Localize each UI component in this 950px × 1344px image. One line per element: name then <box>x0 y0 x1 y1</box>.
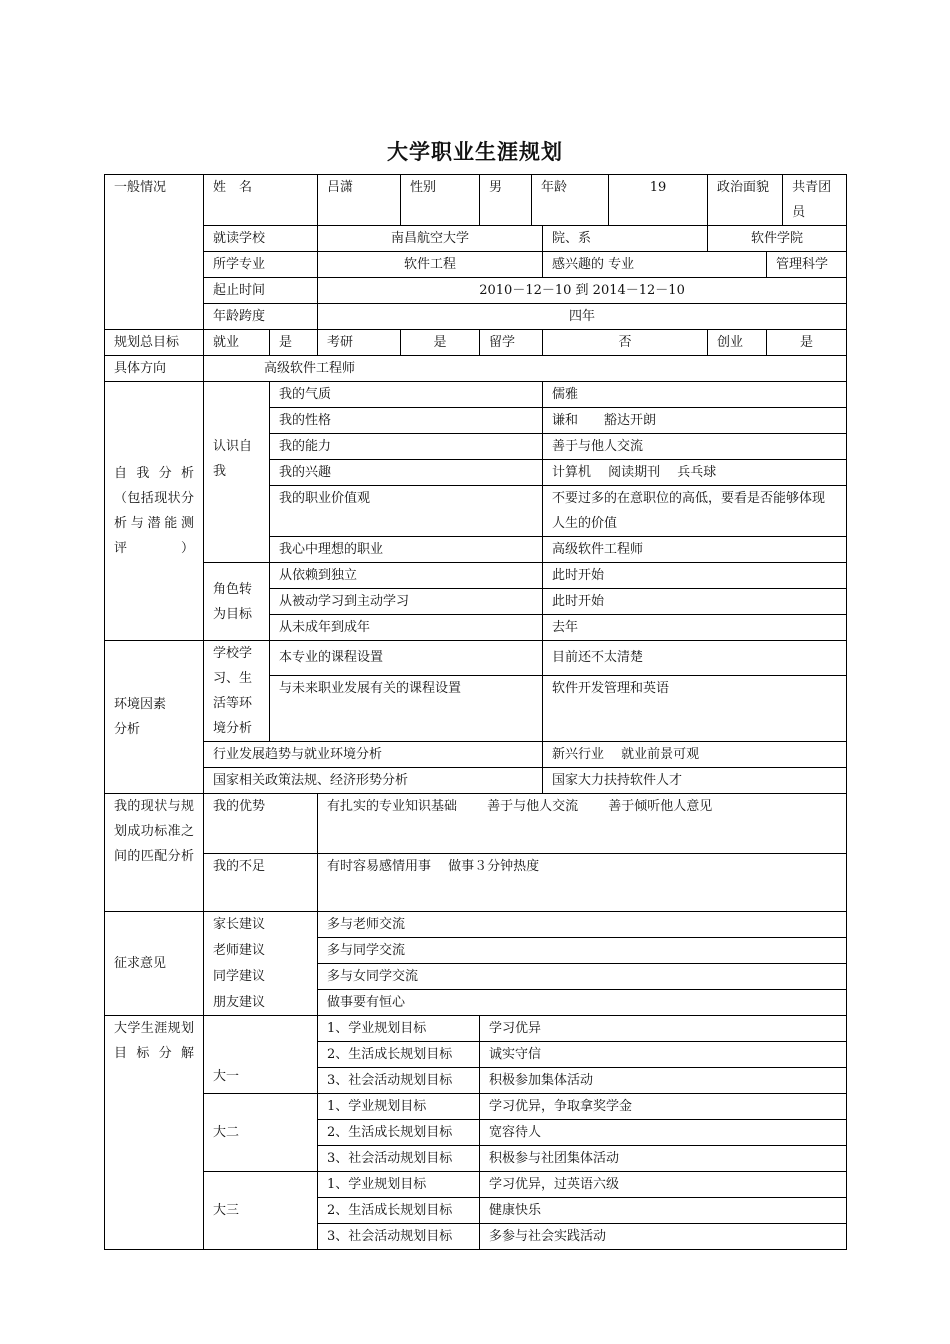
section-self-analysis: 自 我 分 析（包括现状分析与潜能测评） <box>105 382 204 641</box>
weakness-label: 我的不足 <box>204 854 318 912</box>
plan-key: 2、生活成长规划目标 <box>318 1042 480 1068</box>
age-span-label: 年龄跨度 <box>204 304 318 330</box>
section-match: 我的现状与规划成功标准之间的匹配分析 <box>105 794 204 912</box>
self-value: 谦和 豁达开朗 <box>543 408 847 434</box>
table-row <box>105 278 847 304</box>
weakness-value: 有时容易感情用事 做事３分钟热度 <box>318 854 847 912</box>
age-value: 19 <box>609 175 708 226</box>
plan-value: 健康快乐 <box>480 1198 847 1224</box>
name-label: 姓 名 <box>204 175 318 226</box>
env-value: 目前还不太清楚 <box>543 641 847 676</box>
section-goals: 规划总目标 <box>105 330 204 356</box>
goal-label: 留学 <box>480 330 543 356</box>
plan-key: 1、学业规划目标 <box>318 1172 480 1198</box>
self-value: 善于与他人交流 <box>543 434 847 460</box>
table-row <box>105 912 847 938</box>
table-row <box>105 854 847 912</box>
goal-label: 就业 <box>204 330 270 356</box>
role-key: 从依赖到独立 <box>270 563 543 589</box>
plan-key: 1、学业规划目标 <box>318 1094 480 1120</box>
self-key: 我的职业价值观 <box>270 486 543 537</box>
interest-value: 管理科学 <box>767 252 847 278</box>
name-value: 吕潇 <box>318 175 401 226</box>
role-key: 从被动学习到主动学习 <box>270 589 543 615</box>
role-value: 此时开始 <box>543 589 847 615</box>
table-row <box>105 742 847 768</box>
policy-value: 国家大力扶持软件人才 <box>543 768 847 794</box>
school-value: 南昌航空大学 <box>318 226 543 252</box>
goal-value: 是 <box>767 330 847 356</box>
goal-value: 否 <box>543 330 708 356</box>
self-key: 我的兴趣 <box>270 460 543 486</box>
table-row <box>105 938 847 964</box>
plan-value: 诚实守信 <box>480 1042 847 1068</box>
gender-label: 性别 <box>401 175 480 226</box>
career-plan-table <box>104 174 847 1250</box>
self-value: 高级软件工程师 <box>543 537 847 563</box>
env-value: 软件开发管理和英语 <box>543 675 847 741</box>
section-env <box>105 641 204 794</box>
age-label: 年龄 <box>532 175 609 226</box>
advice-key: 同学建议 <box>204 964 318 990</box>
school-env-label: 学校学习、生活等环境分析 <box>204 641 270 742</box>
table-row <box>105 356 847 382</box>
table-row <box>105 563 847 589</box>
table-row <box>105 794 847 854</box>
self-value: 不要过多的在意职位的高低，要看是否能够体现人生的价值 <box>543 486 847 537</box>
goal-value: 是 <box>401 330 480 356</box>
document-title: 大学职业生涯规划 <box>387 139 563 164</box>
role-key: 从未成年到成年 <box>270 615 543 641</box>
advantage-value: 有扎实的专业知识基础 善于与他人交流 善于倾听他人意见 <box>318 794 847 854</box>
plan-value: 积极参加集体活动 <box>480 1068 847 1094</box>
table-row <box>105 226 847 252</box>
period-value: 2010－12－10 到 2014－12－10 <box>318 278 847 304</box>
faculty-value: 软件学院 <box>708 226 847 252</box>
political-label: 政治面貌 <box>708 175 783 226</box>
interest-label: 感兴趣的 专业 <box>543 252 767 278</box>
self-value: 计算机 阅读期刊 兵乓球 <box>543 460 847 486</box>
self-key: 我的性格 <box>270 408 543 434</box>
year-label: 大二 <box>204 1094 318 1172</box>
school-label: 就读学校 <box>204 226 318 252</box>
table-row <box>105 768 847 794</box>
table-row <box>105 990 847 1016</box>
advice-key: 朋友建议 <box>204 990 318 1016</box>
year-label: 大三 <box>204 1172 318 1250</box>
role-value: 此时开始 <box>543 563 847 589</box>
gender-value: 男 <box>480 175 532 226</box>
table-row <box>105 641 847 676</box>
goal-label: 考研 <box>318 330 401 356</box>
section-general: 一般情况 <box>105 175 204 330</box>
advice-value: 做事要有恒心 <box>318 990 847 1016</box>
goal-label: 创业 <box>708 330 767 356</box>
policy-key: 国家相关政策法规、经济形势分析 <box>204 768 543 794</box>
plan-key: 2、生活成长规划目标 <box>318 1198 480 1224</box>
plan-value: 学习优异，过英语六级 <box>480 1172 847 1198</box>
plan-key: 1、学业规划目标 <box>318 1016 480 1042</box>
role-goal-label: 角色转为目标 <box>204 563 270 641</box>
plan-key: 3、社会活动规划目标 <box>318 1224 480 1250</box>
advice-value: 多与老师交流 <box>318 912 847 938</box>
table-row <box>105 964 847 990</box>
table-row <box>105 1172 847 1198</box>
direction-label: 具体方向 <box>105 356 204 382</box>
goal-value: 是 <box>270 330 318 356</box>
section-env-text: 环境因素分析 <box>114 697 167 737</box>
industry-key: 行业发展趋势与就业环境分析 <box>204 742 543 768</box>
industry-value: 新兴行业 就业前景可观 <box>543 742 847 768</box>
self-value: 儒雅 <box>543 382 847 408</box>
advantage-label: 我的优势 <box>204 794 318 854</box>
faculty-label: 院、系 <box>543 226 708 252</box>
table-row <box>105 304 847 330</box>
table-row <box>105 1016 847 1042</box>
plan-value: 学习优异 <box>480 1016 847 1042</box>
env-key: 与未来职业发展有关的课程设置 <box>270 675 543 741</box>
plan-value: 学习优异，争取拿奖学金 <box>480 1094 847 1120</box>
env-key: 本专业的课程设置 <box>270 641 543 676</box>
table-row <box>105 252 847 278</box>
political-value: 共青团员 <box>783 175 847 226</box>
plan-key: 3、社会活动规划目标 <box>318 1068 480 1094</box>
advice-key: 老师建议 <box>204 938 318 964</box>
section-plan: 大学生涯规划目标分解 <box>105 1016 204 1250</box>
major-value: 软件工程 <box>318 252 543 278</box>
period-label: 起止时间 <box>204 278 318 304</box>
table-row <box>105 330 847 356</box>
advice-key: 家长建议 <box>204 912 318 938</box>
know-self-label: 认识自我 <box>204 382 270 563</box>
self-key: 我的能力 <box>270 434 543 460</box>
age-span-value: 四年 <box>318 304 847 330</box>
table-row <box>105 175 847 226</box>
advice-value: 多与同学交流 <box>318 938 847 964</box>
plan-value: 宽容待人 <box>480 1120 847 1146</box>
self-key: 我的气质 <box>270 382 543 408</box>
role-value: 去年 <box>543 615 847 641</box>
advice-value: 多与女同学交流 <box>318 964 847 990</box>
plan-value: 多参与社会实践活动 <box>480 1224 847 1250</box>
self-key: 我心中理想的职业 <box>270 537 543 563</box>
major-label: 所学专业 <box>204 252 318 278</box>
plan-value: 积极参与社团集体活动 <box>480 1146 847 1172</box>
direction-value: 高级软件工程师 <box>204 356 847 382</box>
table-row <box>105 382 847 408</box>
table-row <box>105 1094 847 1120</box>
year-label: 大一 <box>204 1016 318 1094</box>
plan-key: 3、社会活动规划目标 <box>318 1146 480 1172</box>
section-advice: 征求意见 <box>105 912 204 1016</box>
plan-key: 2、生活成长规划目标 <box>318 1120 480 1146</box>
